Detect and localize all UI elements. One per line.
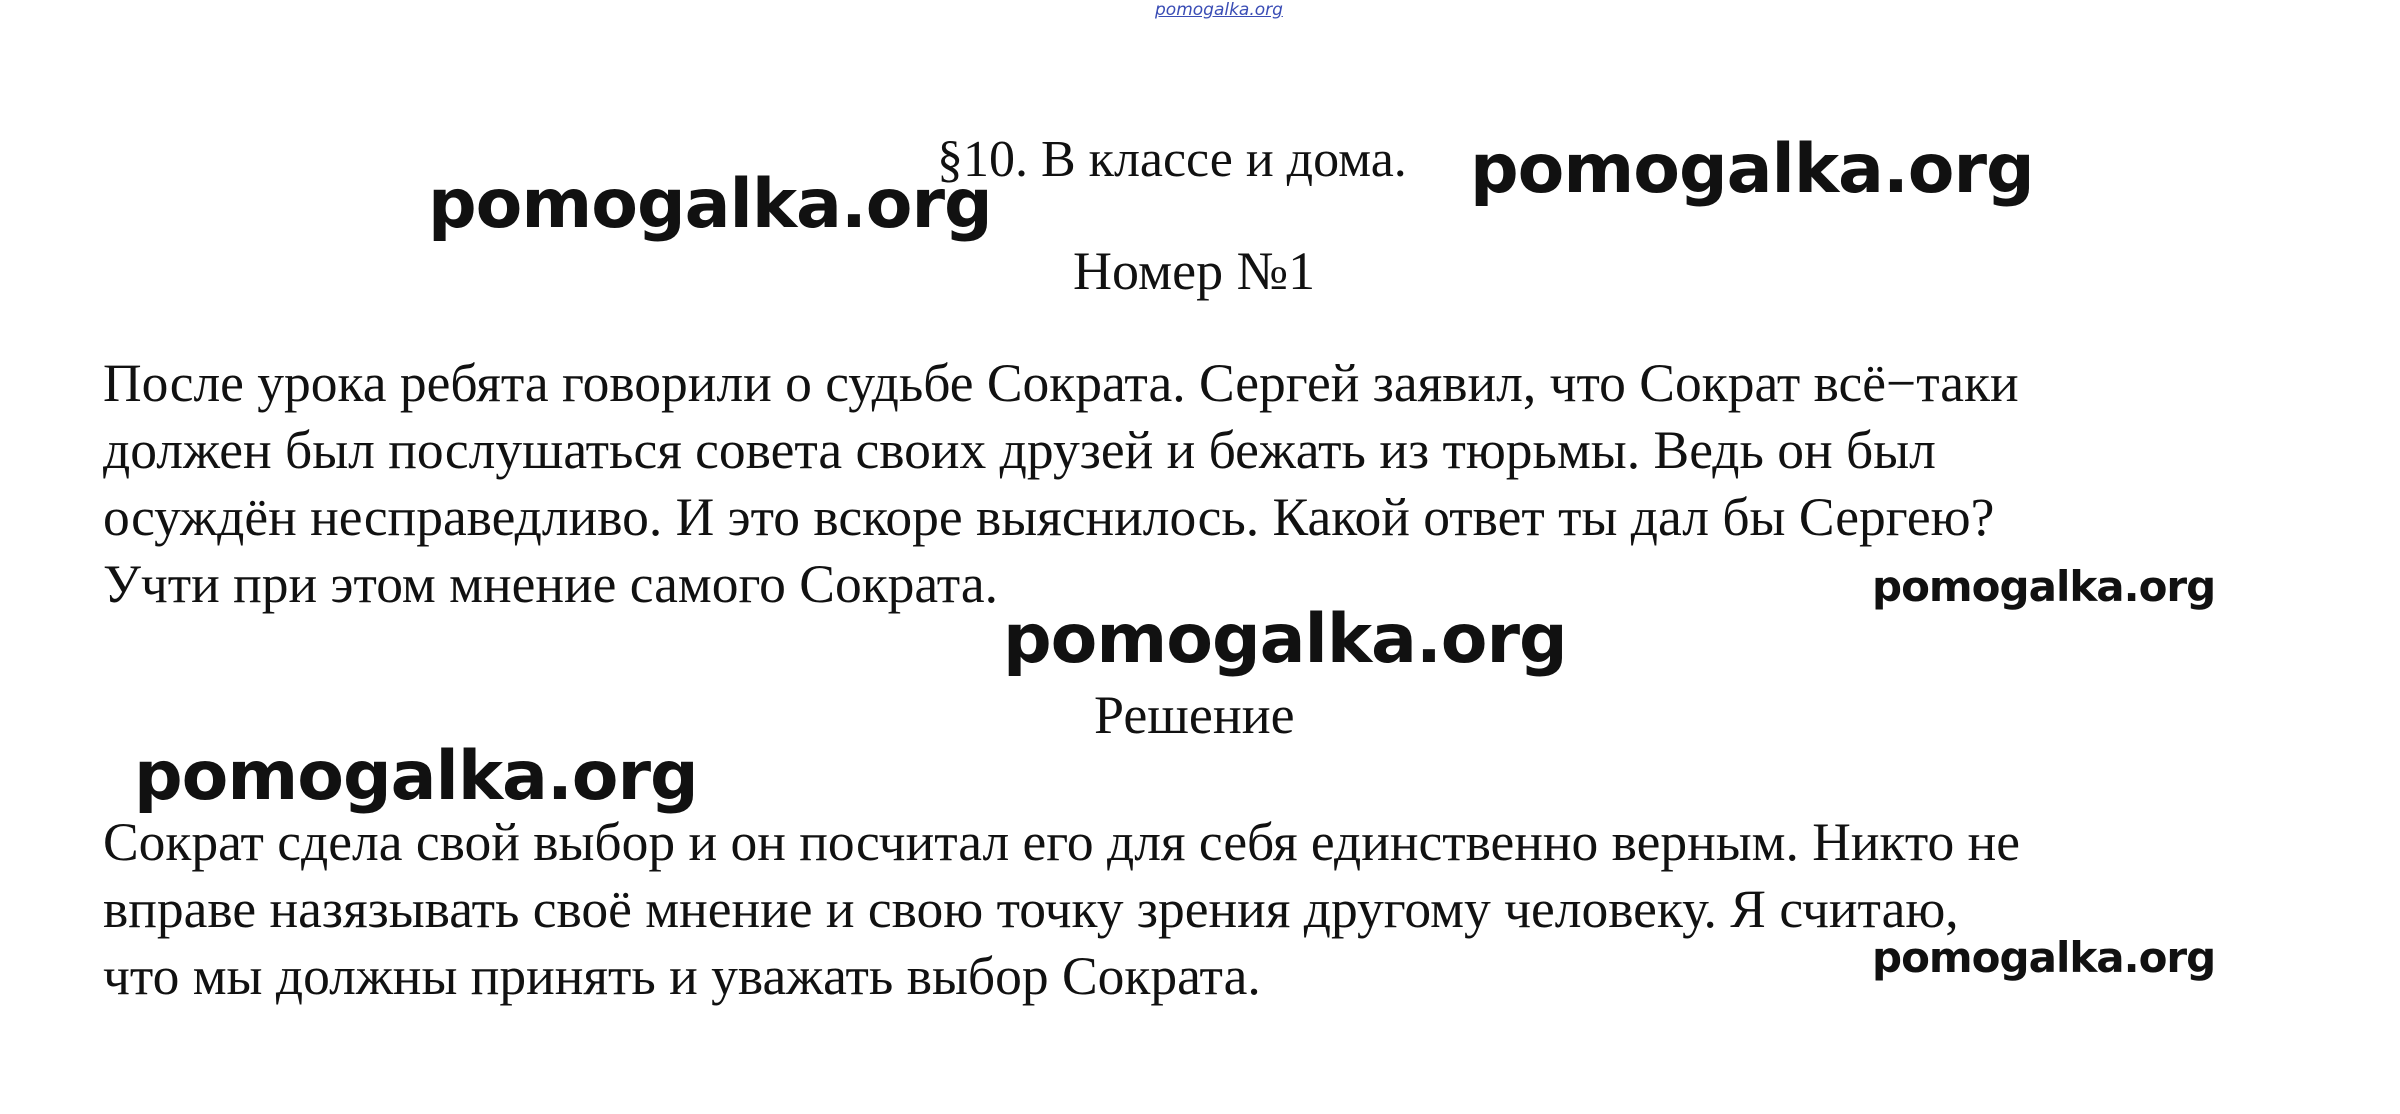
- site-link[interactable]: pomogalka.org: [1155, 0, 1283, 20]
- watermark: pomogalka.org: [428, 165, 992, 244]
- solution-line: вправе назязывать своё мнение и свою точку зрения другому человеку. Я считаю,: [103, 879, 1959, 939]
- section-title: §10. В классе и дома.: [937, 131, 1407, 188]
- task-number: Номер №1: [1073, 241, 1316, 301]
- solution-line: Сократ сдела свой выбор и он посчитал его для себя единственно верным. Никто не: [103, 812, 2021, 872]
- watermark: pomogalka.org: [1470, 130, 2034, 209]
- watermark: pomogalka.org: [134, 737, 698, 816]
- solution-line: что мы должны принять и уважать выбор Сократа.: [103, 946, 1261, 1006]
- task-line: После урока ребята говорили о судьбе Сократа. Сергей заявил, что Сократ всё−таки: [103, 353, 2019, 413]
- watermark: pomogalka.org: [1872, 562, 2216, 611]
- watermark: pomogalka.org: [1003, 600, 1567, 679]
- task-line: должен был послушаться совета своих друзей и бежать из тюрьмы. Ведь он был: [103, 420, 1936, 480]
- task-line: осуждён несправедливо. И это вскоре выяснилось. Какой ответ ты дал бы Сергею?: [103, 487, 1995, 547]
- solution-heading: Решение: [1094, 685, 1295, 745]
- task-line: Учти при этом мнение самого Сократа.: [103, 554, 998, 614]
- watermark: pomogalka.org: [1872, 933, 2216, 982]
